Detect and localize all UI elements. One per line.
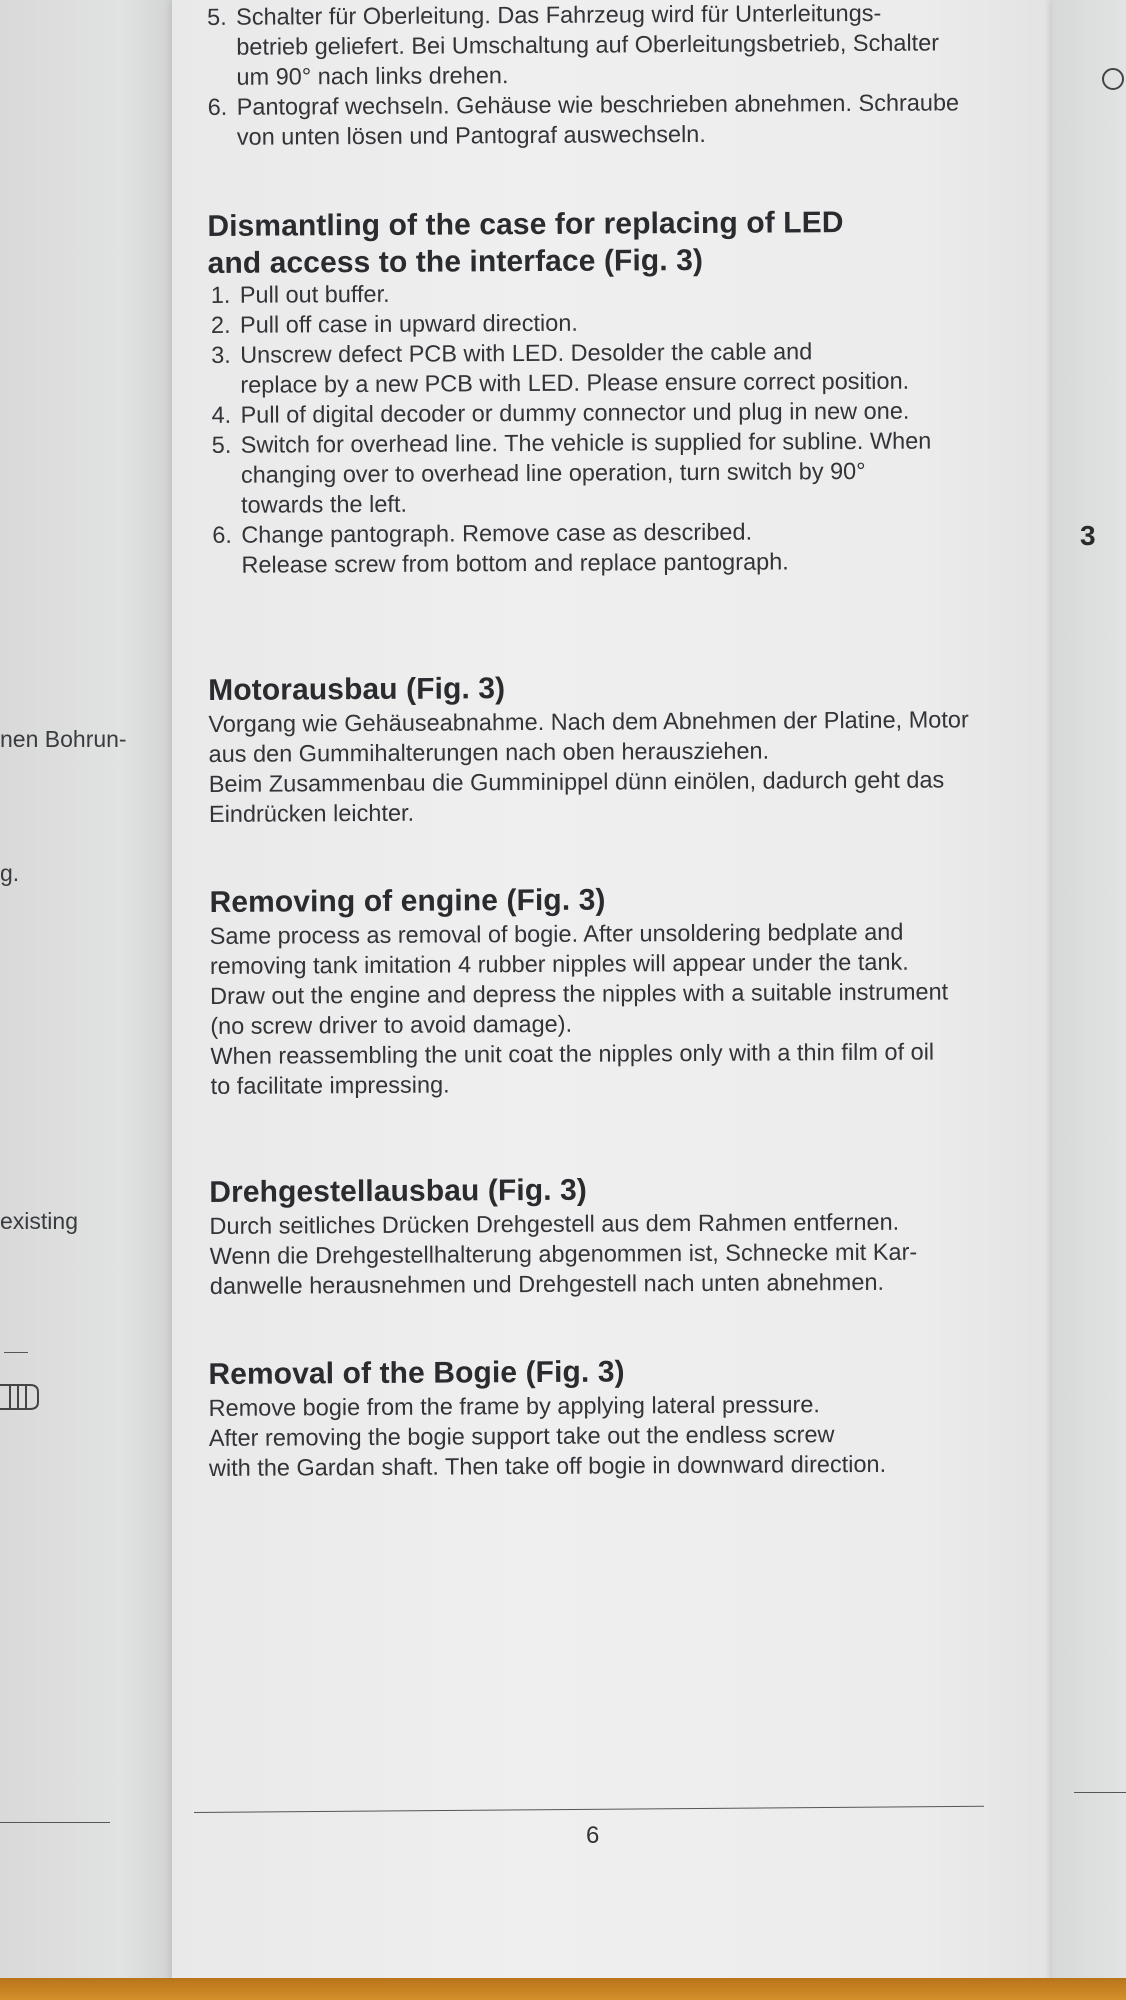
paragraph-line: After removing the bogie support take out the endless screw	[208, 1421, 835, 1451]
list-number: 1.	[210, 281, 231, 308]
left-fragment-icon	[0, 1382, 40, 1412]
list-number: 6.	[212, 521, 232, 548]
list-line: replace by a new PCB with LED. Please ensure correct position.	[240, 367, 910, 398]
paragraph-line: Vorgang wie Gehäuseabnahme. Nach dem Abnehmen der Platine, Motor	[208, 706, 969, 737]
list-line: Pull out buffer.	[239, 280, 390, 308]
list-line: von unten lösen und Pantograf auswechseln.	[236, 120, 706, 150]
list-line: Change pantograph. Remove case as described.	[241, 518, 753, 548]
paragraph-line: aus den Gummihalterungen nach oben herausziehen.	[208, 737, 770, 767]
list-line: Switch for overhead line. The vehicle is supplied for subline. When	[240, 427, 932, 458]
section-drehgestell	[209, 1169, 1010, 1301]
list-number: 5.	[211, 431, 232, 458]
german-list-top	[204, 0, 1005, 152]
section-title: Drehgestellausbau (Fig. 3)	[209, 1173, 588, 1209]
left-fragment-3: existing	[0, 1208, 78, 1234]
list-item	[205, 87, 1005, 152]
paragraph-line: Durch seitliches Drücken Drehgestell aus dem Rahmen entfernen.	[209, 1208, 900, 1239]
paragraph-line: danwelle herausnehmen und Drehgestell nach unten abnehmen.	[209, 1268, 885, 1299]
list-line: Unscrew defect PCB with LED. Desolder the cable and	[240, 338, 813, 368]
list-number: 5.	[207, 3, 227, 30]
section-title-line: and access to the interface (Fig. 3)	[207, 243, 704, 280]
list-item	[209, 515, 1009, 580]
left-fragment-2: g.	[0, 860, 20, 886]
list-line: Pull off case in upward direction.	[239, 309, 578, 338]
section-title: Removing of engine (Fig. 3)	[209, 883, 606, 919]
list-line: betrieb geliefert. Bei Umschaltung auf Oberleitungsbetrieb, Schalter	[236, 29, 940, 60]
paragraph-line: Same process as removal of bogie. After unsoldering bedplate and	[209, 918, 904, 949]
list-number: 2.	[210, 311, 231, 338]
paragraph-line: Eindrücken leichter.	[208, 799, 415, 827]
list-line: Pull of digital decoder or dummy connector und plug in new one.	[240, 397, 910, 428]
section-title	[207, 203, 1007, 282]
paragraph-line: with the Gardan shaft. Then take off bogie in downward direction.	[208, 1450, 887, 1481]
section-removal-bogie	[208, 1351, 1009, 1483]
list-line: Pantograf wechseln. Gehäuse wie beschrieben abnehmen. Schraube	[236, 89, 960, 120]
list-line: um 90° nach links drehen.	[236, 62, 509, 90]
dismantling-steps	[208, 275, 1010, 580]
list-line: Release screw from bottom and replace pantograph.	[241, 548, 789, 578]
left-fragment-rule	[4, 1352, 28, 1353]
list-item	[208, 275, 1008, 310]
list-line: towards the left.	[241, 490, 408, 518]
list-line: changing over to overhead line operation, turn switch by 90°	[240, 457, 866, 488]
list-number: 6.	[207, 93, 228, 120]
paragraph-line: Beim Zusammenbau die Gumminippel dünn einölen, dadurch geht das	[208, 766, 945, 797]
table-surface	[0, 1978, 1126, 2000]
list-item	[208, 395, 1008, 430]
right-circle-mark	[1102, 68, 1124, 90]
paragraph-line: Draw out the engine and depress the nipples with a suitable instrument	[210, 978, 949, 1009]
left-page-panel	[0, 0, 172, 2000]
paragraph-line: Remove bogie from the frame by applying lateral pressure.	[208, 1391, 820, 1421]
paragraph-line: When reassembling the unit coat the nipples only with a thin film of oil	[210, 1038, 935, 1069]
list-number: 3.	[211, 341, 231, 368]
list-item	[208, 335, 1008, 400]
list-number: 4.	[211, 401, 232, 428]
list-item	[208, 305, 1008, 340]
paragraph-line: removing tank imitation 4 rubber nipples will appear under the tank.	[209, 948, 909, 979]
section-removing-engine	[209, 879, 1010, 1101]
section-motorausbau	[208, 667, 1009, 829]
right-page-figure-number: 3	[1080, 520, 1096, 551]
list-item	[209, 425, 1010, 520]
left-fragment-1: nen Bohrun-	[0, 726, 127, 752]
paragraph-line: (no screw driver to avoid damage).	[210, 1010, 573, 1039]
left-bottom-rule	[0, 1822, 110, 1823]
section-dismantling	[207, 203, 1009, 580]
list-item	[204, 0, 1005, 92]
page-number: 6	[586, 1822, 600, 1849]
list-line: Schalter für Oberleitung. Das Fahrzeug wird für Unterleitungs-	[236, 0, 882, 30]
right-page-panel	[1052, 0, 1126, 2000]
right-bottom-rule	[1074, 1792, 1126, 1793]
section-title: Removal of the Bogie (Fig. 3)	[208, 1355, 625, 1391]
section-title: Motorausbau (Fig. 3)	[208, 672, 506, 707]
section-title-line: Dismantling of the case for replacing of LED	[207, 206, 844, 243]
paragraph-line: Wenn die Drehgestellhalterung abgenommen ist, Schnecke mit Kar-	[209, 1238, 918, 1269]
paragraph-line: to facilitate impressing.	[210, 1071, 450, 1099]
